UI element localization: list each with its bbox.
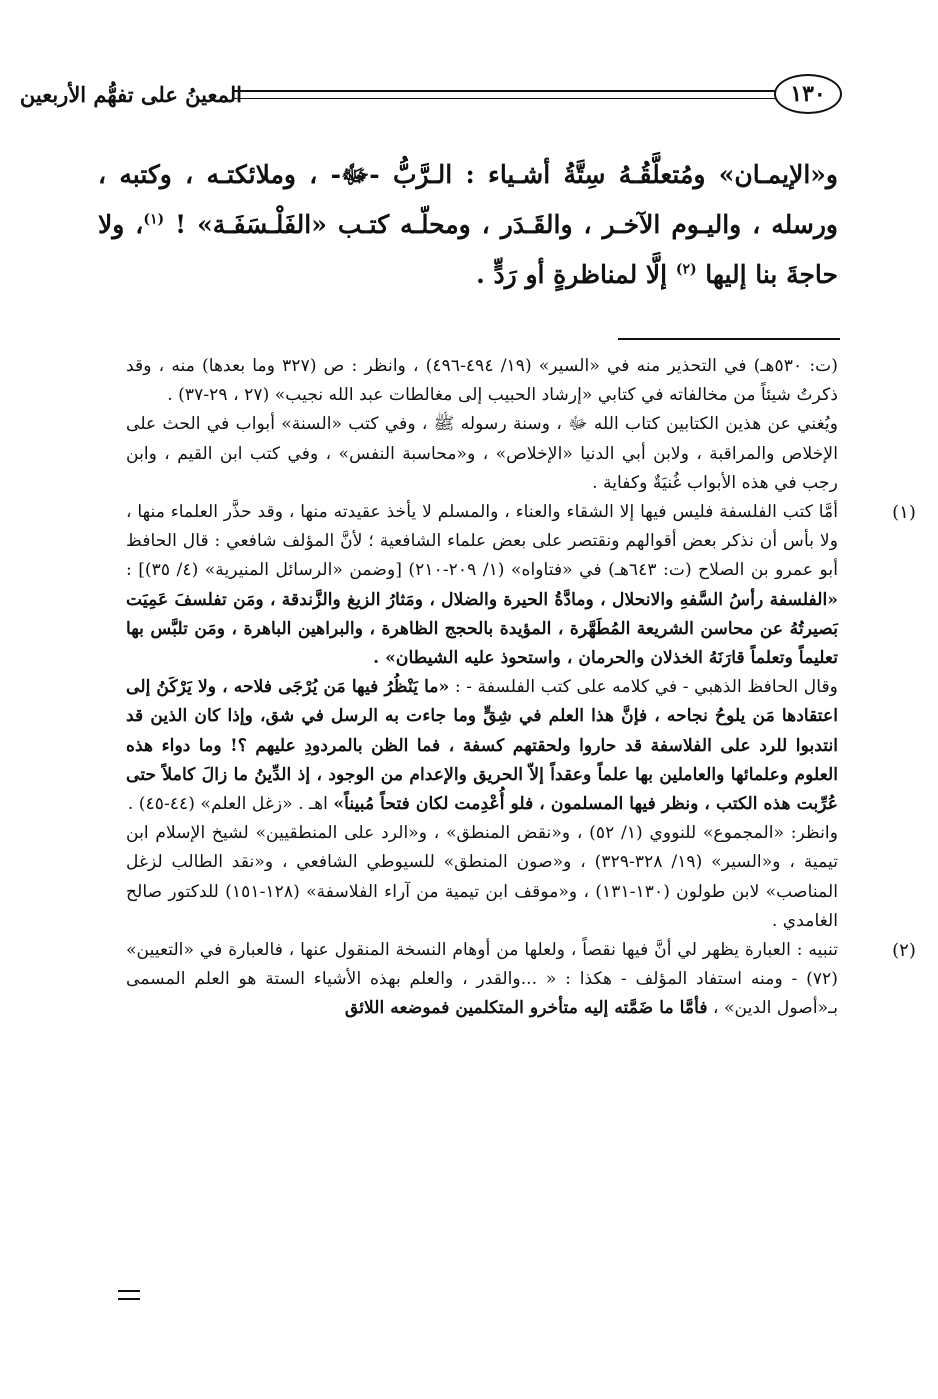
main-text-part-3: إلَّا لمناظرةٍ أو رَدٍّ .: [476, 260, 676, 289]
footnote-separator: [618, 338, 840, 340]
footnote-2-paragraph: [126, 936, 838, 1024]
main-text-part-2: ، ولا حاجةَ بنا إليها: [98, 210, 838, 289]
footnote-text: وقال الحافظ الذهبي - في كلامه على كتب الفلسفة - :: [449, 677, 838, 698]
footnote-quote: فأمَّا ما ضَمَّته إليه متأخرو المتكلمين فموضعه اللائق: [344, 998, 708, 1019]
footnote-1-paragraph-2: [126, 673, 838, 819]
footnotes: [126, 352, 916, 1024]
footnote-number: (١): [892, 502, 916, 524]
page-number: ١٣٠: [774, 74, 842, 114]
header-rule: [232, 90, 782, 99]
footnote-1-paragraph-1: [126, 498, 838, 673]
main-paragraph: [98, 150, 838, 300]
footnote-number: (٢): [892, 940, 916, 962]
footnote-source: اهـ . «زغل العلم» (٤٤-٤٥) .: [127, 794, 334, 815]
footnote-ref-2: (٢): [675, 261, 697, 278]
page-header: [19, 68, 842, 128]
continuation-mark: [118, 1290, 140, 1300]
footnote-1: [126, 498, 916, 936]
footnote-quote: «ما يَنْظُرُ فيها مَن يُرْجَى فلاحه ، ولا يَرْكَنُ إلى اعتقادها مَن يلوحُ نجاحه ، فإنَّ هذا العلم في شِقٍّ وما جاءت به الرسل في شق، وإذا كان الذين قد انتدبوا للرد على الفلاسفة قد حاروا ولحقتهم كسفة ، فما الظن بالمردودِ عليهم ؟! وما دواء هذه العلوم وعلمائها والعاملين بها علماً وعقداً إلاّ الحريق والإعدام من الوجود ، إذ الدِّينُ ما زالَ كاملاً حتى عُرِّبت هذه الكتب ، ونظر فيها المسلمون ، فلو أُعْدِمت لكان فتحاً مُبيناً»: [126, 677, 838, 815]
footnote-continuation-2: ويُغني عن هذين الكتابين كتاب الله ﷻ ، وسنة رسوله ﷺ ، وفي كتب «السنة» أبواب في الحث على الإخلاص والمراقبة ، ولابن أبي الدنيا «الإخلاص» ، و«محاسبة النفس» ، وفي كتب ابن القيم ، وابن رجب في هذه الأبواب غُنيَةٌ وكفاية .: [126, 414, 838, 493]
footnote-quote: «الفلسفة رأسُ السَّفهِ والانحلال ، ومادَّةُ الحيرة والضلال ، ومَثارُ الزيغ والزَّندقة ، ومَن تفلسفَ عَمِيَت بَصيرتُهُ عن محاسن الشريعة المُطَهَّرة ، المؤيدة بالحجج الظاهرة ، والبراهين الباهرة ، ومَن تلبَّس بها تعليماً وتعلماً قارَنَهُ الخذلان والحرمان ، واستحوذ عليه الشيطان» .: [126, 589, 838, 669]
footnote-text: أمَّا كتب الفلسفة فليس فيها إلا الشقاء والعناء ، والمسلم لا يأخذ عقيدته منها ، وقد حذَّر العلماء منها ، ولا بأس أن نذكر بعض أقوالهم ونقتصر على بعض علماء الشافعية ؛ لأنَّ المؤلف شافعي : قال الحافظ أبو عمرو بن الصلاح (ت: ٦٤٣هـ) في «فتاواه» (١/ ٢٠٩-٢١٠) [وضمن «الرسائل المنيرية» (٤/ ٣٥)] :: [126, 502, 838, 581]
footnote-2: [126, 936, 916, 1024]
footnote-text: تنبيه : العبارة يظهر لي أنَّ فيها نقصاً ، ولعلها من أوهام النسخة المنقول عنها ، فالعبارة في «التعيين» (٧٢) - ومنه استفاد المؤلف - هكذا : « ...والقدر ، والعلم بهذه الأشياء الستة هو العلم المسمى بـ«أصول الدين» ،: [126, 940, 838, 1019]
main-text: [98, 150, 838, 300]
book-title: المعينُ على تفهُّم الأربعين: [19, 82, 242, 107]
footnote-ref-1: (١): [143, 211, 165, 228]
footnote-continuation-1: (ت: ٥٣٠هـ) في التحذير منه في «السير» (١٩/ ٤٩٤-٤٩٦) ، وانظر : ص (٣٢٧ وما بعدها) منه ، وقد ذكرتُ شيئاً من مخالفاته في كتابي «إرشاد الحبيب إلى مغالطات عبد الله نجيب» (٢٧ ، ٢٩-٣٧) .: [126, 356, 838, 406]
footnote-1-paragraph-3: وانظر: «المجموع» للنووي (١/ ٥٢) ، و«نقض المنطق» ، و«الرد على المنطقيين» لشيخ الإسلام ابن تيمية ، و«السير» (١٩/ ٣٢٨-٣٢٩) ، و«صون المنطق» للسيوطي الشافعي ، و«نقد الطالب لزغل المناصب» لابن طولون (١٣٠-١٣١) ، و«موقف ابن تيمية من آراء الفلاسفة» (١٢٨-١٥١) للدكتور صالح الغامدي .: [126, 823, 839, 931]
main-text-part-1: و«الإيمـان» ومُتعلَّقُـهُ سِتَّةُ أشـياء : الـرَّبُّ -ﷻ- ، وملائكتـه ، وكتبه ، ورسله ، واليـوم الآخـر ، والقَـدَر ، ومحلّـه كتـب «الفَلْـسَفَـة» !: [98, 160, 839, 239]
